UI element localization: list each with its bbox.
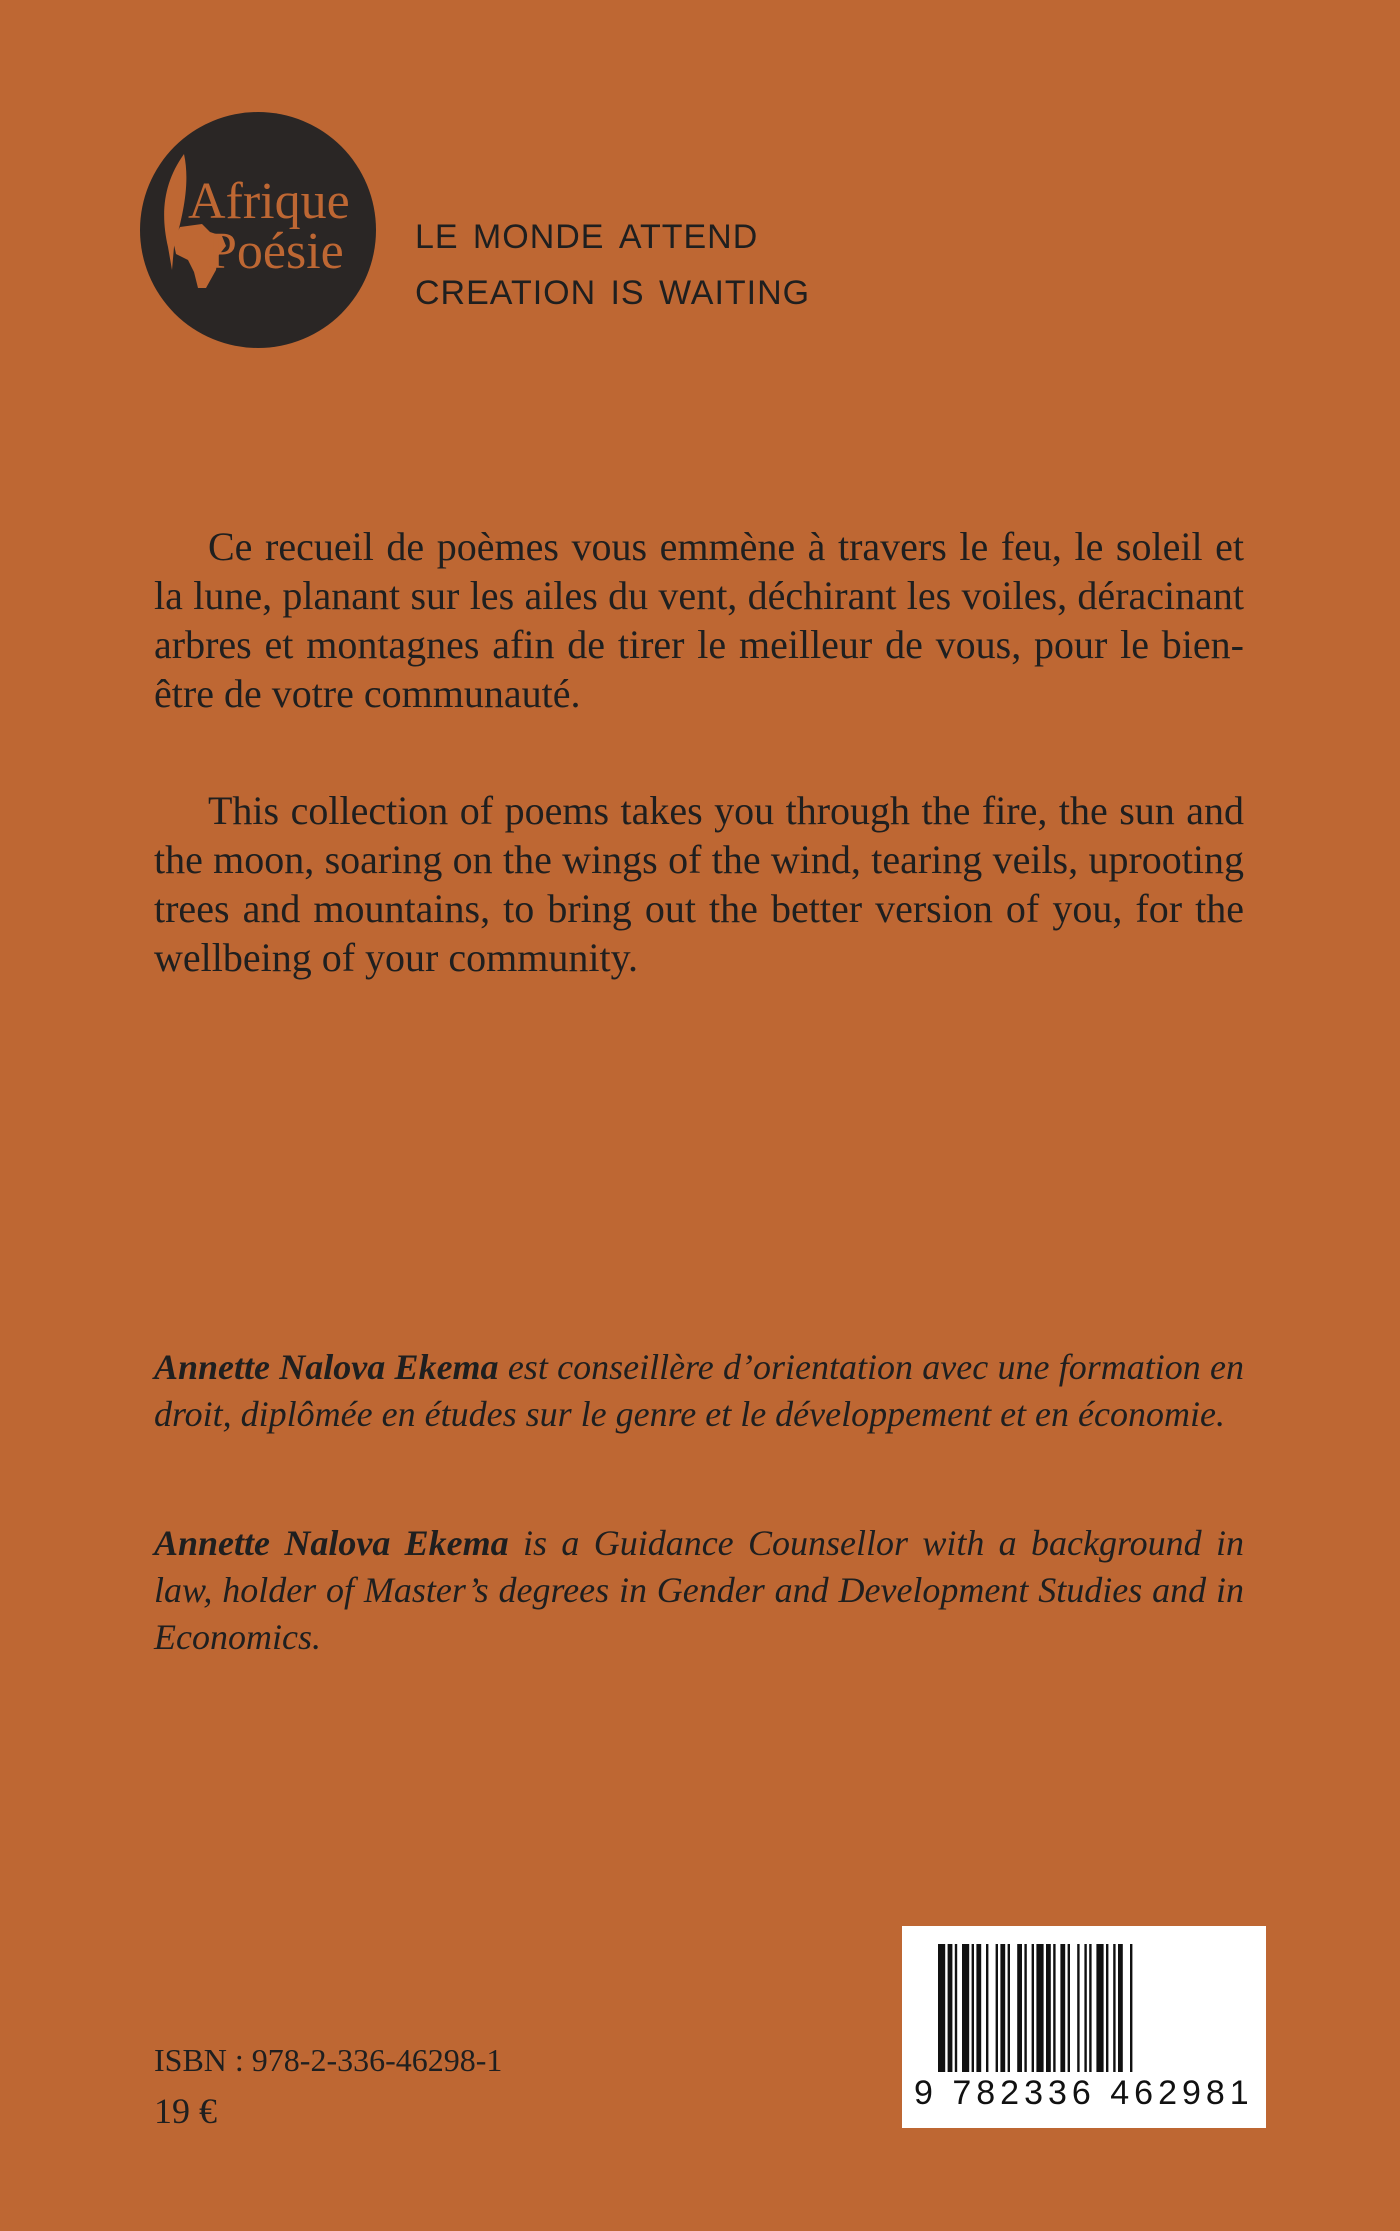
logo-word-afrique: Afrique — [188, 173, 350, 230]
afrique-poesie-logo — [140, 112, 376, 348]
blurb-english: This collection of poems takes you through the fire, the sun and the moon, soaring on the wings of the wind, tearing veils, uprooting trees and mountains, to bring out the better version of you, for the wellbeing of your community. — [154, 788, 1244, 980]
price-label: 19 € — [154, 2091, 217, 2131]
author-bio-french-text: est conseillère d’orientation avec une formation en droit, diplômée en études sur le genre et le développement et en économie. — [154, 1347, 1244, 1434]
author-name: Annette Nalova Ekema — [154, 1347, 499, 1387]
isbn-label: ISBN : 978-2-336-46298-1 — [154, 2042, 503, 2078]
series-title-en: creation is waiting — [415, 262, 811, 315]
blurb-french: Ce recueil de poèmes vous emmène à travers le feu, le soleil et la lune, planant sur les ailes du vent, déchirant les voiles, déracinant arbres et montagnes afin de tirer le meilleur de vous, pour le bien-être de votre communauté. — [154, 524, 1244, 716]
author-name: Annette Nalova Ekema — [154, 1523, 509, 1563]
barcode-digits: 9 782336 462981 — [914, 2074, 1254, 2112]
author-bio-english — [154, 1520, 1244, 1661]
logo-word-poesie: Poésie — [208, 223, 344, 280]
series-title — [415, 205, 810, 317]
series-title-fr: le monde attend — [415, 206, 759, 259]
author-bio-english-text: is a Guidance Counsellor with a background in law, holder of Master’s degrees in Gender and Development Studies and in Economics. — [154, 1523, 1244, 1657]
author-bio-french — [154, 1344, 1244, 1438]
barcode — [902, 1926, 1266, 2128]
